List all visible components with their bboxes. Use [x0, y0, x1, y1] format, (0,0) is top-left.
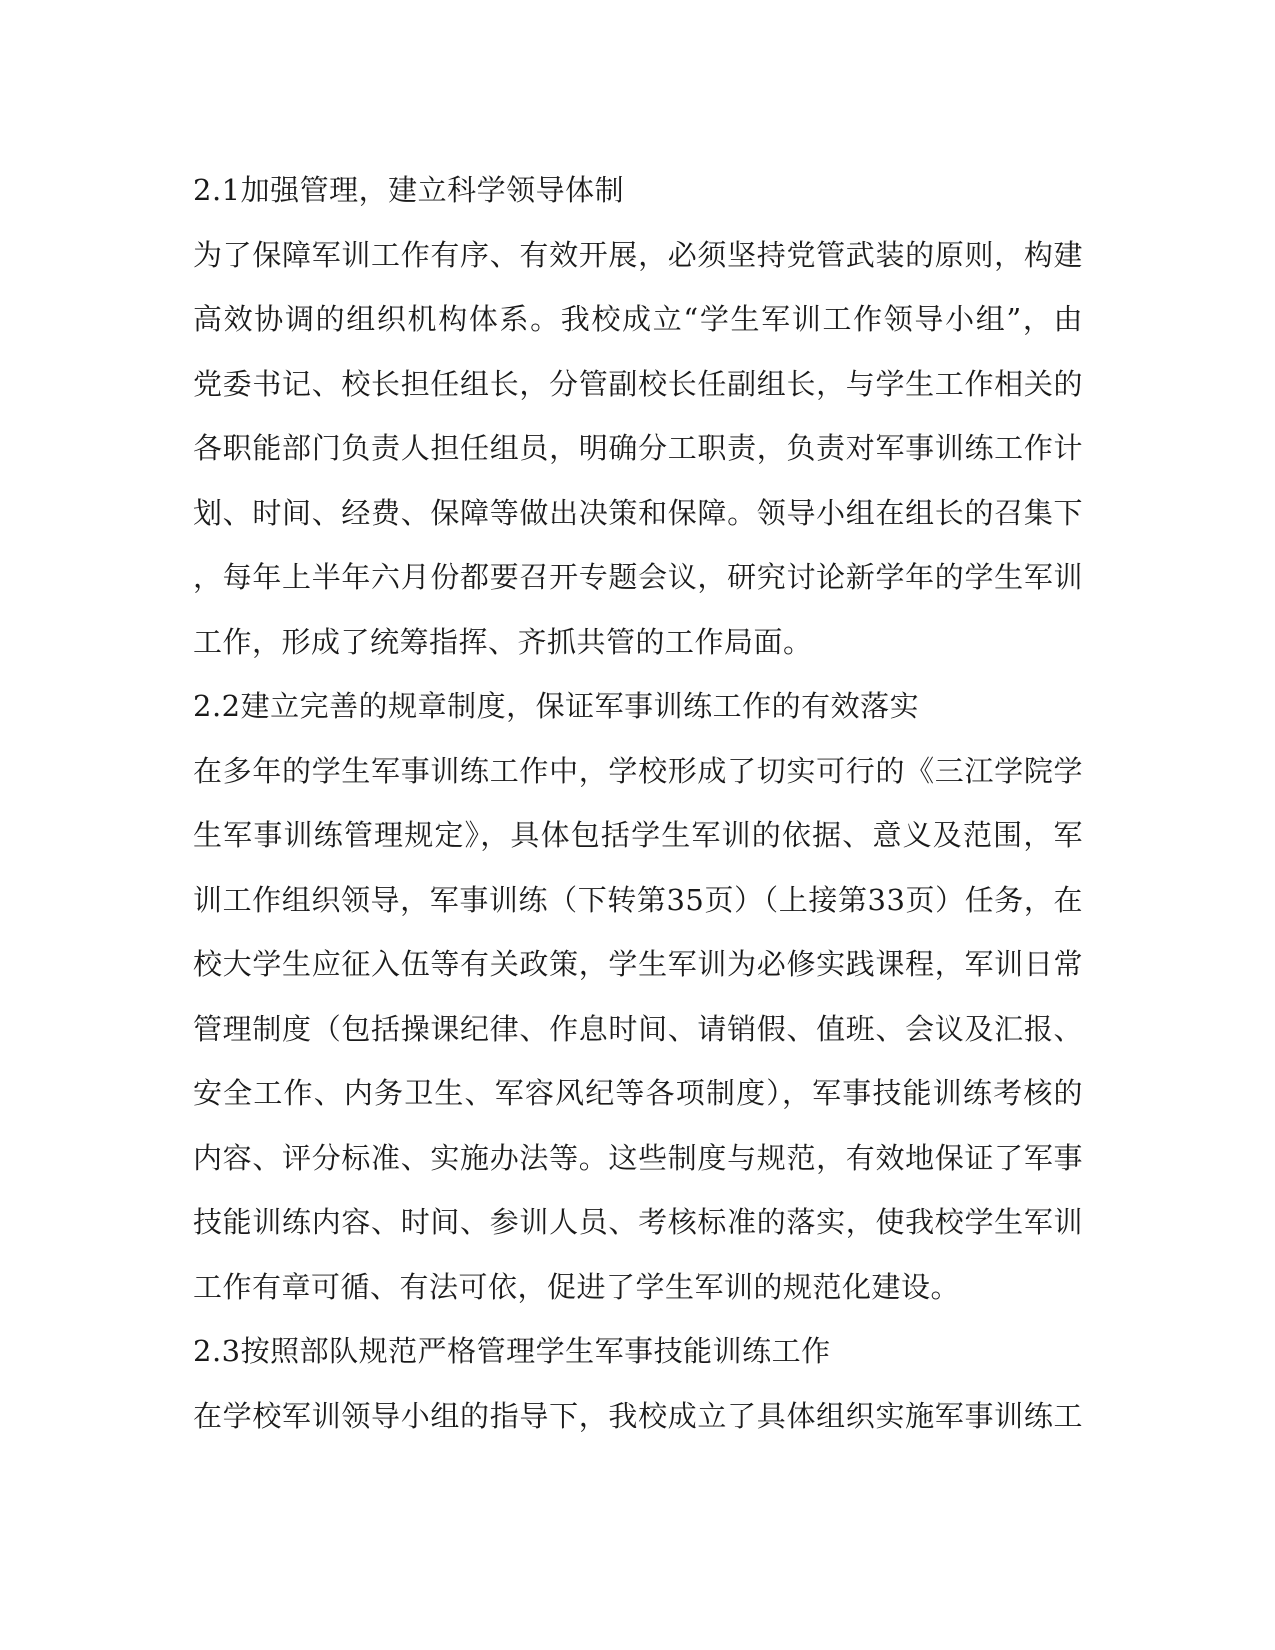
paragraph-line: 在多年的学生军事训练工作中，学校形成了切实可行的《三江学院学 — [193, 753, 1083, 788]
section-heading: 2.3按照部队规范严格管理学生军事技能训练工作 — [193, 1334, 831, 1368]
paragraph-line: 训工作组织领导，军事训练（下转第35页）（上接第33页）任务，在 — [193, 882, 1083, 917]
paragraph-line: 划、时间、经费、保障等做出决策和保障。领导小组在组长的召集下 — [193, 495, 1083, 530]
paragraph-line: 管理制度（包括操课纪律、作息时间、请销假、值班、会议及汇报、 — [193, 1011, 1083, 1046]
paragraph-line: ，每年上半年六月份都要召开专题会议，研究讨论新学年的学生军训 — [193, 560, 1083, 594]
document-body — [193, 158, 1083, 1448]
paragraph-line: 安全工作、内务卫生、军容风纪等各项制度），军事技能训练考核的 — [193, 1076, 1083, 1110]
paragraph-line: 为了保障军训工作有序、有效开展，必须坚持党管武装的原则，构建 — [193, 237, 1083, 272]
section-heading: 2.1加强管理，建立科学领导体制 — [193, 173, 625, 207]
section-heading: 2.2建立完善的规章制度，保证军事训练工作的有效落实 — [193, 689, 920, 723]
paragraph-line: 党委书记、校长担任组长，分管副校长任副组长，与学生工作相关的 — [193, 366, 1083, 401]
paragraph-line: 校大学生应征入伍等有关政策，学生军训为必修实践课程，军训日常 — [193, 947, 1083, 981]
paragraph-line: 技能训练内容、时间、参训人员、考核标准的落实，使我校学生军训 — [193, 1205, 1083, 1239]
paragraph-line: 高效协调的组织机构体系。我校成立“学生军训工作领导小组”，由 — [193, 302, 1083, 336]
paragraph-line: 在学校军训领导小组的指导下，我校成立了具体组织实施军事训练工 — [193, 1398, 1083, 1433]
paragraph-line: 内容、评分标准、实施办法等。这些制度与规范，有效地保证了军事 — [193, 1140, 1083, 1175]
paragraph-line: 工作，形成了统筹指挥、齐抓共管的工作局面。 — [193, 624, 813, 659]
paragraph-line: 生军事训练管理规定》，具体包括学生军训的依据、意义及范围，军 — [193, 818, 1083, 852]
paragraph-line: 工作有章可循、有法可依，促进了学生军训的规范化建设。 — [193, 1269, 961, 1304]
paragraph-line: 各职能部门负责人担任组员，明确分工职责，负责对军事训练工作计 — [193, 431, 1083, 465]
